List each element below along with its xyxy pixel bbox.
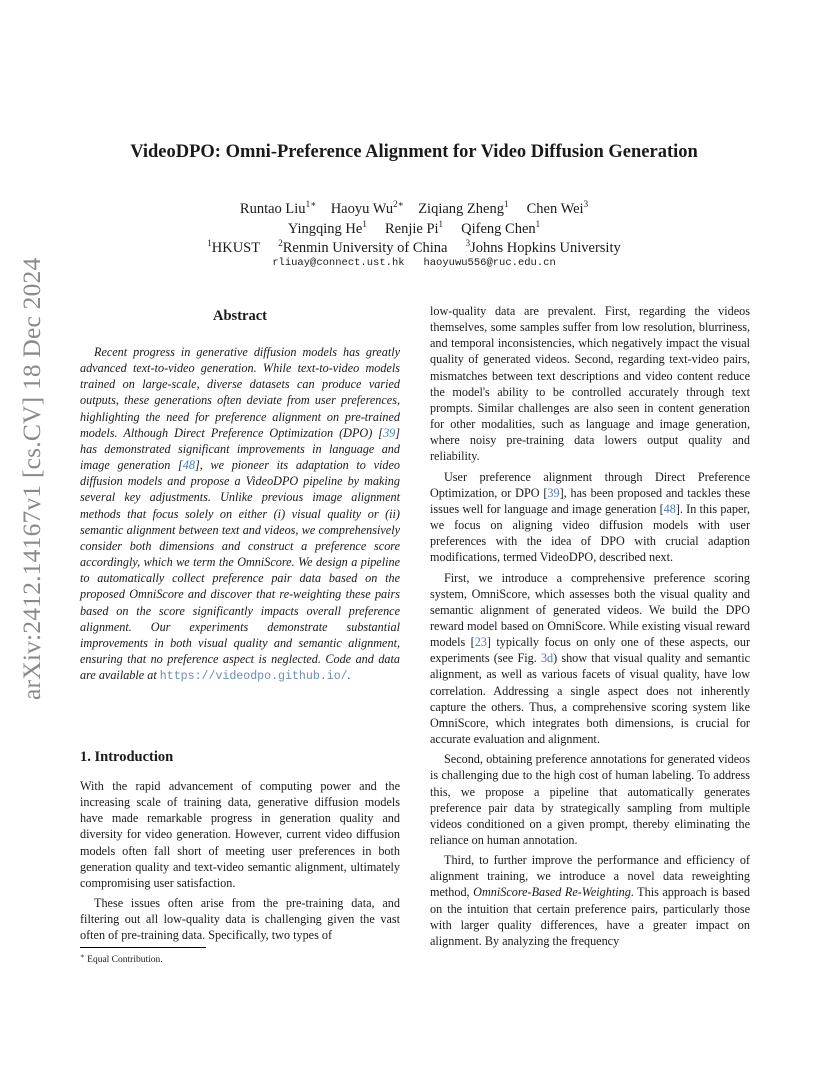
- paragraph-text: ) show that visual quality and semantic alignment, as well as various facets of visual quality, have low correlation. Addressing a single aspect does not inherently capture the others. Thus, a comprehensive scoring system like OmniScore, which integrates both dimensions, is crucial for accurate evaluation and alignment.: [430, 651, 750, 747]
- arxiv-identifier: arXiv:2412.14167v1 [cs.CV] 18 Dec 2024: [17, 257, 46, 700]
- affiliation-name: Renmin University of China: [282, 240, 448, 256]
- author-name: Qifeng Chen: [461, 221, 536, 237]
- paragraph-text: User preference alignment through Direct Preference Optimization, or DPO [: [430, 469, 750, 500]
- affiliation-name: HKUST: [211, 240, 261, 256]
- author-name: Yingqing He: [287, 221, 363, 237]
- footnote-mark: ∗: [80, 952, 85, 960]
- project-url-link[interactable]: https://videodpo.github.io/: [159, 670, 348, 684]
- affiliations: [0, 233, 828, 258]
- abstract-text: ] has demonstrated significant improvements in language and image generation [: [80, 425, 400, 473]
- author-name: Chen Wei: [526, 201, 584, 217]
- abstract-body: [80, 344, 400, 685]
- author-sup: 1∗: [305, 199, 317, 209]
- affiliation-sup: 1: [207, 238, 212, 248]
- paragraph: With the rapid advancement of computing power and the increasing scale of training data, generative diffusion models have made remarkable progress in generation quality and diversity for video generation. However, current video diffusion models often fall short of meeting user preferences in both generation quality and text-video semantic alignment, ultimately compromising user satisfaction.: [80, 779, 400, 890]
- paragraph-text: Third, to further improve the performance and efficiency of alignment training, we introduce a novel data reweighting method,: [430, 853, 750, 900]
- paragraph: [430, 469, 750, 566]
- author-emails: rliuay@connect.ust.hk haoyuwu556@ruc.edu.cn: [272, 257, 556, 269]
- abstract-heading: Abstract: [213, 308, 267, 324]
- author-sup: 1: [535, 219, 541, 229]
- introduction-body: [80, 778, 400, 944]
- citation-link[interactable]: 23: [474, 635, 487, 650]
- figure-ref-link[interactable]: 3d: [540, 651, 554, 666]
- author-name: Runtao Liu: [239, 201, 306, 217]
- method-name: OmniScore-Based Re-Weighting: [473, 885, 631, 900]
- author-sup: 1: [362, 219, 367, 229]
- right-column-body: [430, 303, 750, 949]
- footnote: [80, 952, 163, 965]
- abstract-text: Recent progress in generative diffusion models has greatly advanced text-to-video generation. While text-to-video models trained on large-scale, diverse datasets can produce varied outputs, these generations often deviate from user preferences, highlighting the need for preference alignment on pre-trained models. Although Direct Preference Optimization (DPO) [: [80, 345, 400, 440]
- abstract-text: .: [347, 668, 351, 683]
- citation-link[interactable]: 48: [663, 501, 676, 516]
- affiliation-sup: 2: [278, 238, 283, 248]
- paragraph-text: ]. In this paper, we focus on aligning video diffusion models with user preferences with the idea of DPO with crucial adaption modifications, termed VideoDPO, described next.: [430, 501, 750, 565]
- author-name: Ziqiang Zheng: [418, 201, 504, 217]
- paragraph: low-quality data are prevalent. First, regarding the videos themselves, some samples suffer from low resolution, blurriness, and temporal inconsistencies, which negatively impact the visual quality of generated videos. Second, regarding text-video pairs, mismatches between text descriptions and video content reduce the model's ability to be controlled accurately through text prompts. Similar challenges are also seen in content generation for other modalities, such as language and image generation, where noisy pre-training data lowers output quality and reliability.: [430, 304, 750, 464]
- author-sup: 1: [438, 219, 444, 229]
- affiliation-name: Johns Hopkins University: [470, 240, 621, 256]
- abstract-text: ], we pioneer its adaptation to video diffusion models and propose a VideoDPO pipeline by making several key adjustments. Unlike previous image alignment methods that focus solely on either (i) visual quality or (ii) semantic alignment between text and videos, we comprehensively consider both dimensions and construct a preference score accordingly, which we term the OmniScore. We design a pipeline to automatically collect preference pair data based on the proposed OmniScore and discover that re-weighting these pairs based on the score significantly impacts overall preference alignment. Our experiments demonstrate substantial improvements in both visual quality and semantic alignment, ensuring that no preference aspect is neglected. Code and data are available at: [80, 458, 400, 683]
- author-name: Renjie Pi: [384, 221, 439, 237]
- footnote-text: Equal Contribution.: [87, 955, 163, 966]
- paragraph: [430, 852, 750, 949]
- paragraph: [430, 570, 750, 748]
- citation-link[interactable]: 39: [383, 425, 396, 440]
- paragraph-text: First, we introduce a comprehensive preference scoring system, OmniScore, which assesses both the visual quality and semantic alignment of generated videos. We build the DPO reward model based on OmniScore. While existing visual reward models [: [430, 570, 750, 650]
- paragraph: These issues often arise from the pre-training data, and filtering out all low-quality data is challenging given the vast often of pre-training data. Specifically, two types of: [80, 896, 400, 943]
- paragraph-text: ], has been proposed and tackles these issues well for language and image generation [: [430, 485, 751, 516]
- section-heading-introduction: 1. Introduction: [80, 749, 174, 765]
- paragraph: Second, obtaining preference annotations for generated videos is challenging due to the high cost of human labeling. To address this, we propose a pipeline that automatically generates preference pair data by strategically sampling from multiple videos conditioned on a given prompt, thereby eliminating the reliance on human annotation.: [430, 752, 750, 847]
- paragraph-text: ] typically focus on only one of these aspects, our experiments (see Fig.: [430, 635, 751, 666]
- author-sup: 3: [583, 199, 589, 209]
- author-sup: 1: [503, 199, 509, 209]
- paragraph-text: . This approach is based on the intuition that certain preference pairs, particularly those with larger quality differences, have a greater impact on alignment. By analyzing the frequency: [430, 885, 750, 948]
- paper-title: VideoDPO: Omni-Preference Alignment for Video Diffusion Generation: [130, 142, 698, 162]
- citation-link[interactable]: 39: [547, 485, 560, 500]
- citation-link[interactable]: 48: [182, 458, 195, 473]
- footnote-divider: [80, 947, 206, 948]
- author-sup: 2∗: [393, 199, 404, 209]
- author-name: Haoyu Wu: [330, 201, 394, 217]
- affiliation-sup: 3: [465, 238, 471, 248]
